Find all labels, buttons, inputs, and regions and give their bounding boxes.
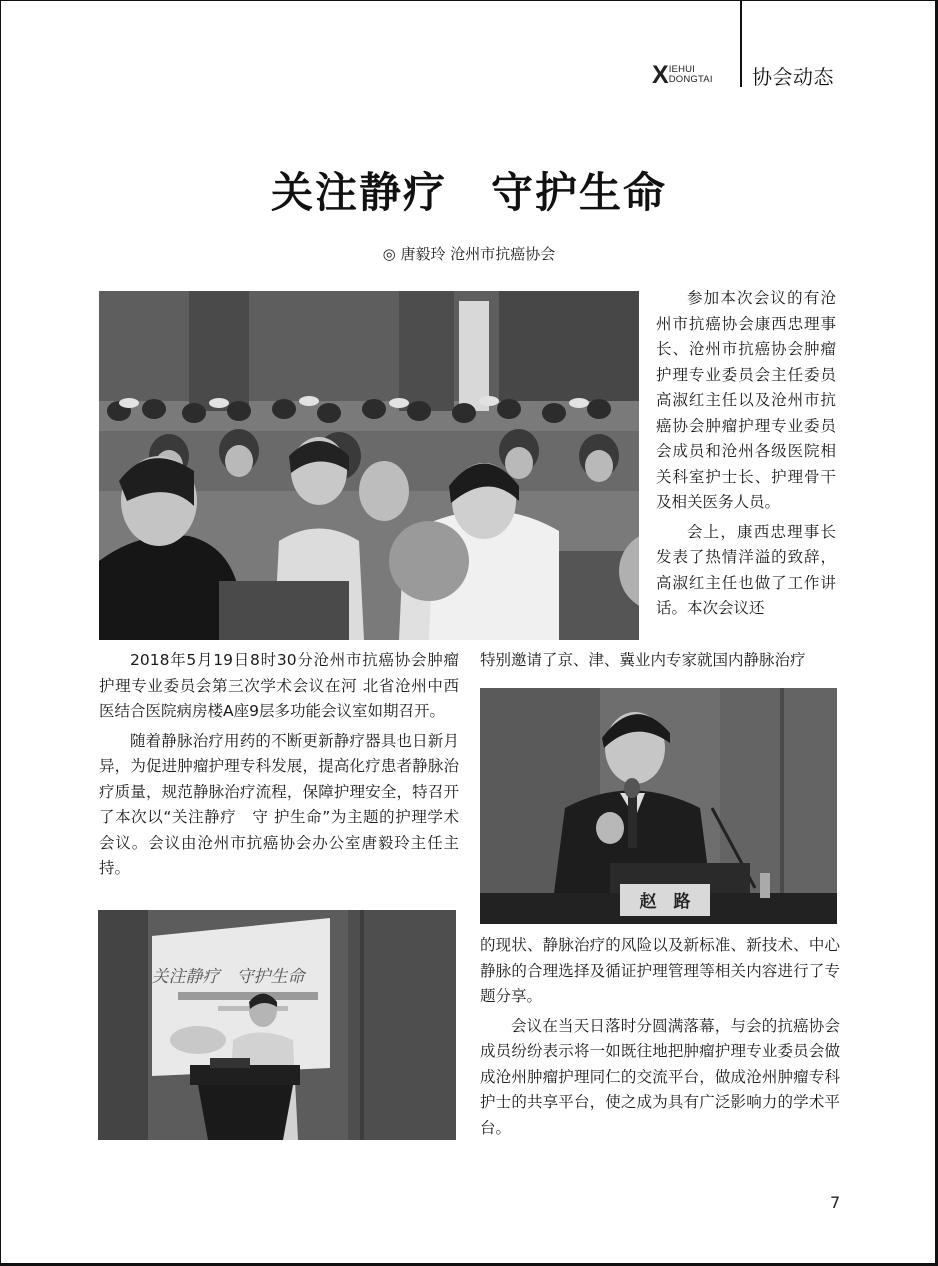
audience-photo — [99, 291, 639, 640]
right-column-top-text — [656, 286, 836, 626]
presenter-photo — [98, 910, 456, 1140]
speaker-nameplate: 赵 路 — [639, 892, 691, 912]
article-author: ◎ 唐毅玲 沧州市抗癌协会 — [382, 245, 556, 263]
paragraph: 会议在当天日落时分圆满落幕，与会的抗癌协会成员纷纷表示将一如既往地把肿瘤护理专业委员会做成沧州肿瘤护理同仁的交流平台，做成沧州肿瘤专科护士的共享平台，使之成为具有广泛影响力的学术平台。 — [480, 1016, 840, 1137]
right-column-continued-text — [480, 648, 840, 678]
logo-words — [669, 65, 713, 85]
logo-line1: IEHUI — [668, 64, 696, 75]
page-number: 7 — [830, 1193, 841, 1212]
header-divider — [740, 0, 742, 87]
paragraph: 特别邀请了京、津、冀业内专家就国内静脉治疗 — [480, 651, 806, 669]
paragraph: 2018年5月19日8时30分沧州市抗癌协会肿瘤护理专业委员会第三次学术会议在河 北省沧州中西医结合医院病房楼A座9层多功能会议室如期召开。 — [99, 651, 459, 720]
logo-letter: X — [652, 60, 668, 89]
section-title: 协会动态 — [752, 65, 834, 89]
logo-line2: DONGTAI — [668, 74, 713, 85]
right-column-bottom-text — [480, 933, 840, 1145]
screen-title: 关注静疗 守护生命 — [151, 967, 305, 987]
speaker-photo — [480, 688, 837, 924]
paragraph: 的现状、静脉治疗的风险以及新标准、新技术、中心静脉的合理选择及循证护理管理等相关内容进行了专题分享。 — [480, 936, 840, 1005]
paragraph: 会上，康西忠理事长发表了热情洋溢的致辞，高淑红主任也做了工作讲话。本次会议还 — [656, 522, 836, 617]
article-title: 关注静疗 守护生命 — [270, 168, 667, 217]
paragraph: 随着静脉治疗用药的不断更新静疗器具也日新月异，为促进肿瘤护理专科发展，提高化疗患者静脉治疗质量，规范静脉治疗流程，保障护理安全，特召开了本次以“关注静疗 守 护生命”为主题的护理学术会议。会议由沧州市抗癌协会办公室唐毅玲主任主持。 — [99, 731, 459, 877]
column-logo — [652, 60, 713, 90]
left-column-text — [99, 648, 459, 886]
paragraph: 参加本次会议的有沧州市抗癌协会康西忠理事长、沧州市抗癌协会肿瘤护理专业委员会主任委员高淑红主任以及沧州市抗癌协会肿瘤护理专业委员会成员和沧州各级医院相关科室护士长、护理骨干及相关医务人员。 — [656, 289, 836, 511]
